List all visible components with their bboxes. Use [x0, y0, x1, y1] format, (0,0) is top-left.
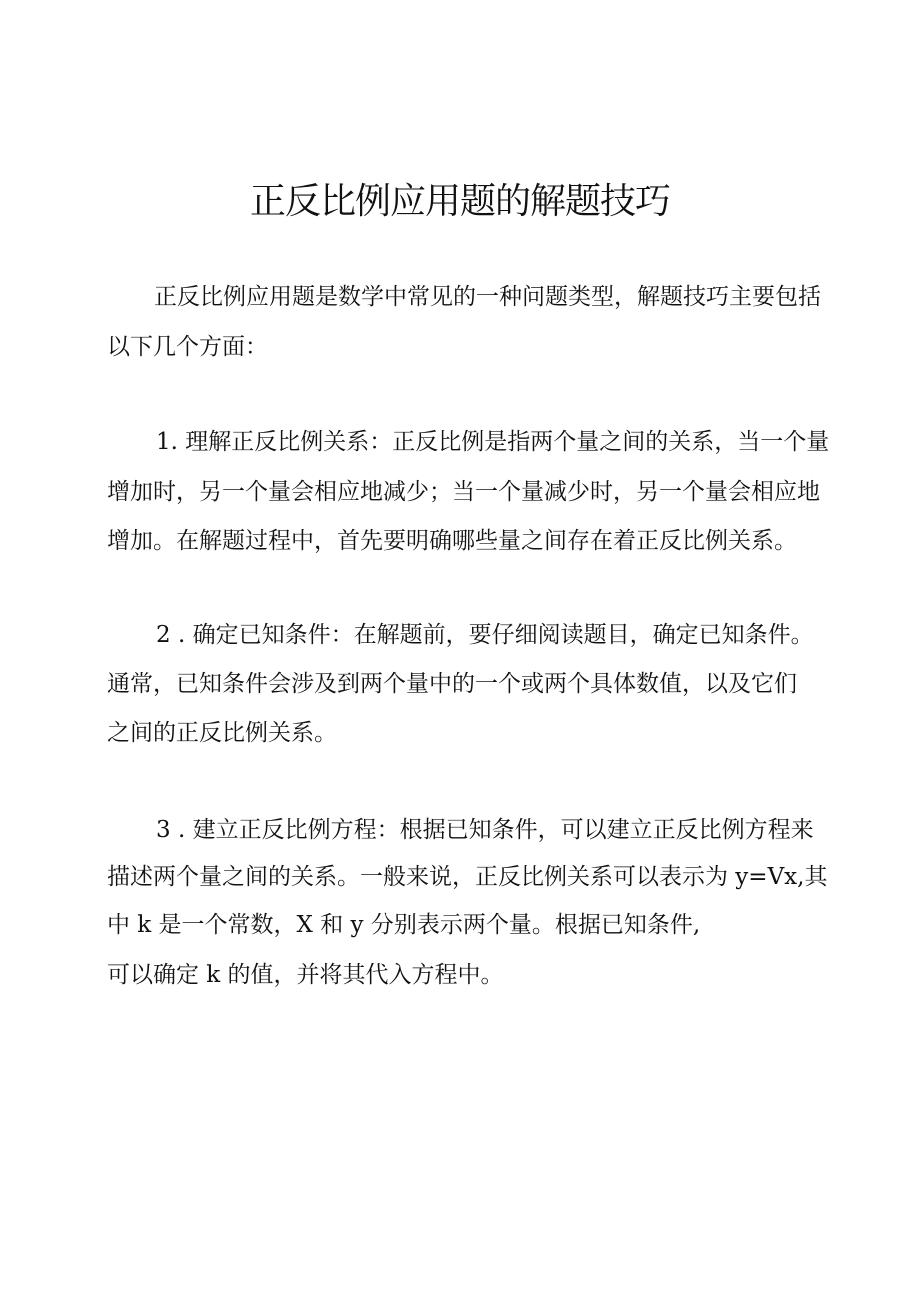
intro-line-2: 以下几个方面： — [107, 334, 268, 360]
document-title: 正反比例应用题的解题技巧 — [249, 181, 670, 222]
point-3-line-4: 可以确定 k 的值，并将其代入方程中。 — [107, 962, 504, 988]
point-2-line-2: 通常，已知条件会涉及到两个量中的一个或两个具体数值，以及它们 — [107, 671, 797, 697]
point-3-line-3: 中 k 是一个常数，X 和 y 分别表示两个量。根据已知条件, — [107, 912, 701, 938]
point-3-line-2: 描述两个量之间的关系。一般来说，正反比例关系可以表示为 y=Vx,其 — [107, 864, 828, 890]
point-2-line-3: 之间的正反比例关系。 — [107, 720, 337, 746]
point-2-line-1: 2 . 确定已知条件：在解题前，要仔细阅读题目，确定已知条件。 — [156, 622, 814, 648]
point-1-line-2: 增加时，另一个量会相应地减少；当一个量减少时，另一个量会相应地 — [107, 479, 820, 505]
point-3-line-1: 3 . 建立正反比例方程：根据已知条件，可以建立正反比例方程来 — [156, 817, 814, 843]
intro-line-1: 正反比例应用题是数学中常见的一种问题类型，解题技巧主要包括 — [154, 284, 821, 310]
point-1-line-3: 增加。在解题过程中，首先要明确哪些量之间存在着正反比例关系。 — [107, 528, 797, 554]
point-1-line-1: 1. 理解正反比例关系：正反比例是指两个量之间的关系，当一个量 — [156, 429, 830, 455]
